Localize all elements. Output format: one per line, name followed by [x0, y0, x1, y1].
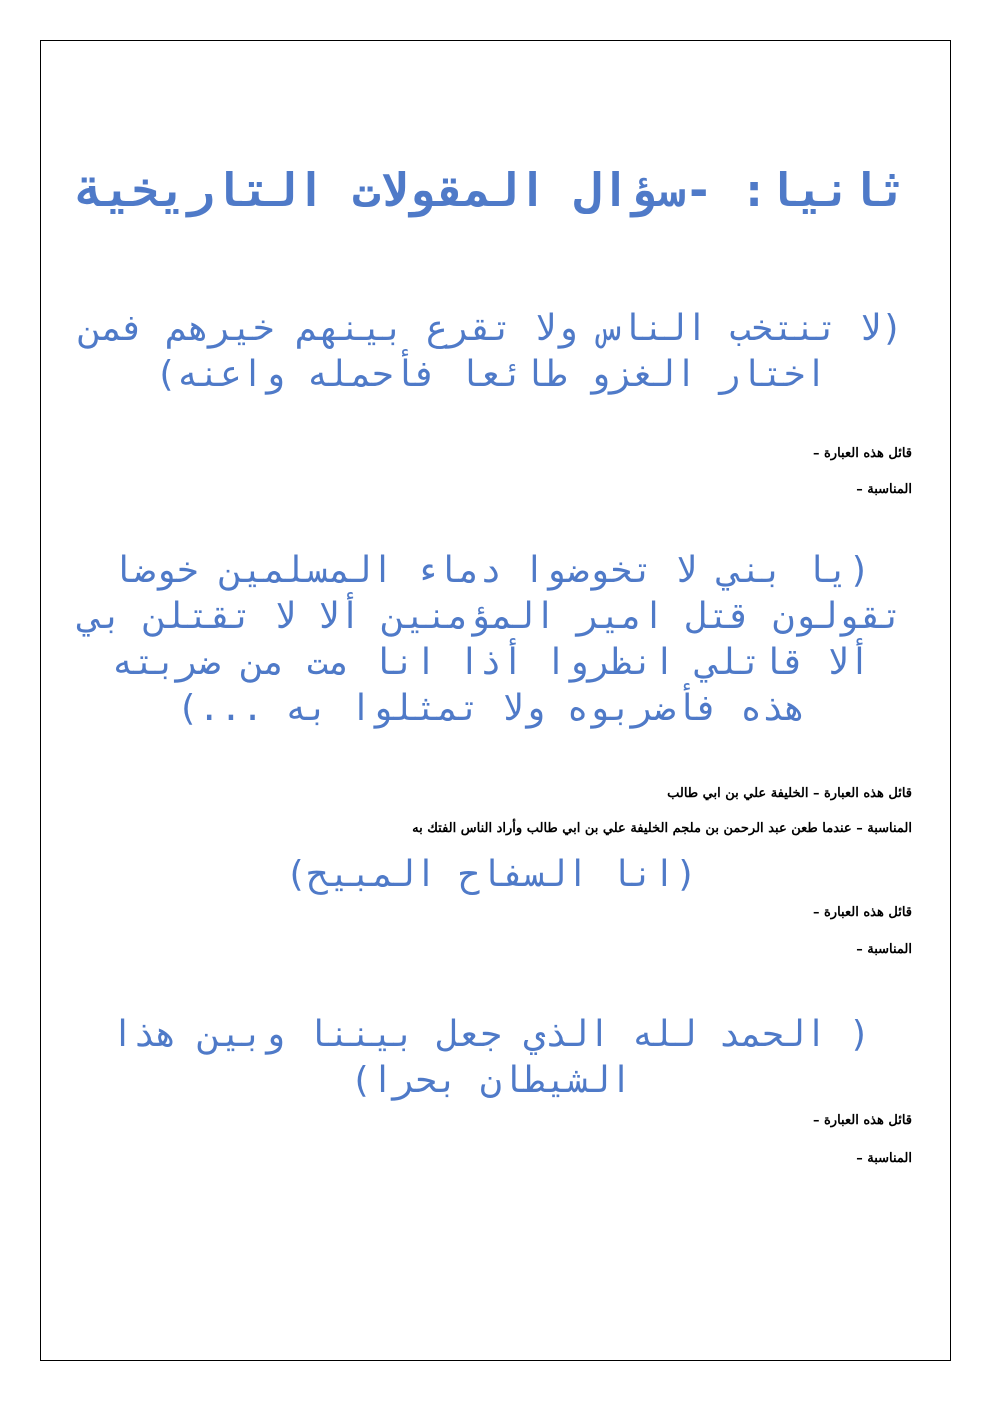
occasion-3: المناسبة – [856, 942, 912, 957]
quote-1: (لا تنتخب الناس ولا تقرع بينهم خيرهم فمن اختار الغزو طائعا فأحمله واعنه) [79, 308, 903, 395]
quote-4: ( الحمد لله الذي جعل بيننا وبين هذا الشيطان بحرا) [111, 1014, 871, 1101]
speaker-1: قائل هذه العبارة – [812, 446, 912, 461]
page-title: ثانيا: -سؤال المقولات التاريخية [75, 163, 907, 217]
quote-2: (يا بني لا تخوضوا دماء المسلمين خوضا تقولون قتل امير المؤمنين ألا لا تقتلن بي ألا قاتلي انظروا أذا انا مت من ضربته هذه فأضربوه ولا تمثلوا به ...) [79, 550, 903, 729]
occasion-2: المناسبة – عندما طعن عبد الرحمن بن ملجم الخليفة علي بن ابي طالب وأراد الناس الفتك به [412, 821, 912, 836]
occasion-4: المناسبة – [856, 1151, 912, 1166]
speaker-3: قائل هذه العبارة – [812, 905, 912, 920]
occasion-1: المناسبة – [856, 482, 912, 497]
quote-3: (انا السفاح المبيح) [285, 854, 697, 895]
speaker-2: قائل هذه العبارة – الخليفة علي بن ابي طالب [667, 786, 912, 801]
speaker-4: قائل هذه العبارة – [812, 1113, 912, 1128]
